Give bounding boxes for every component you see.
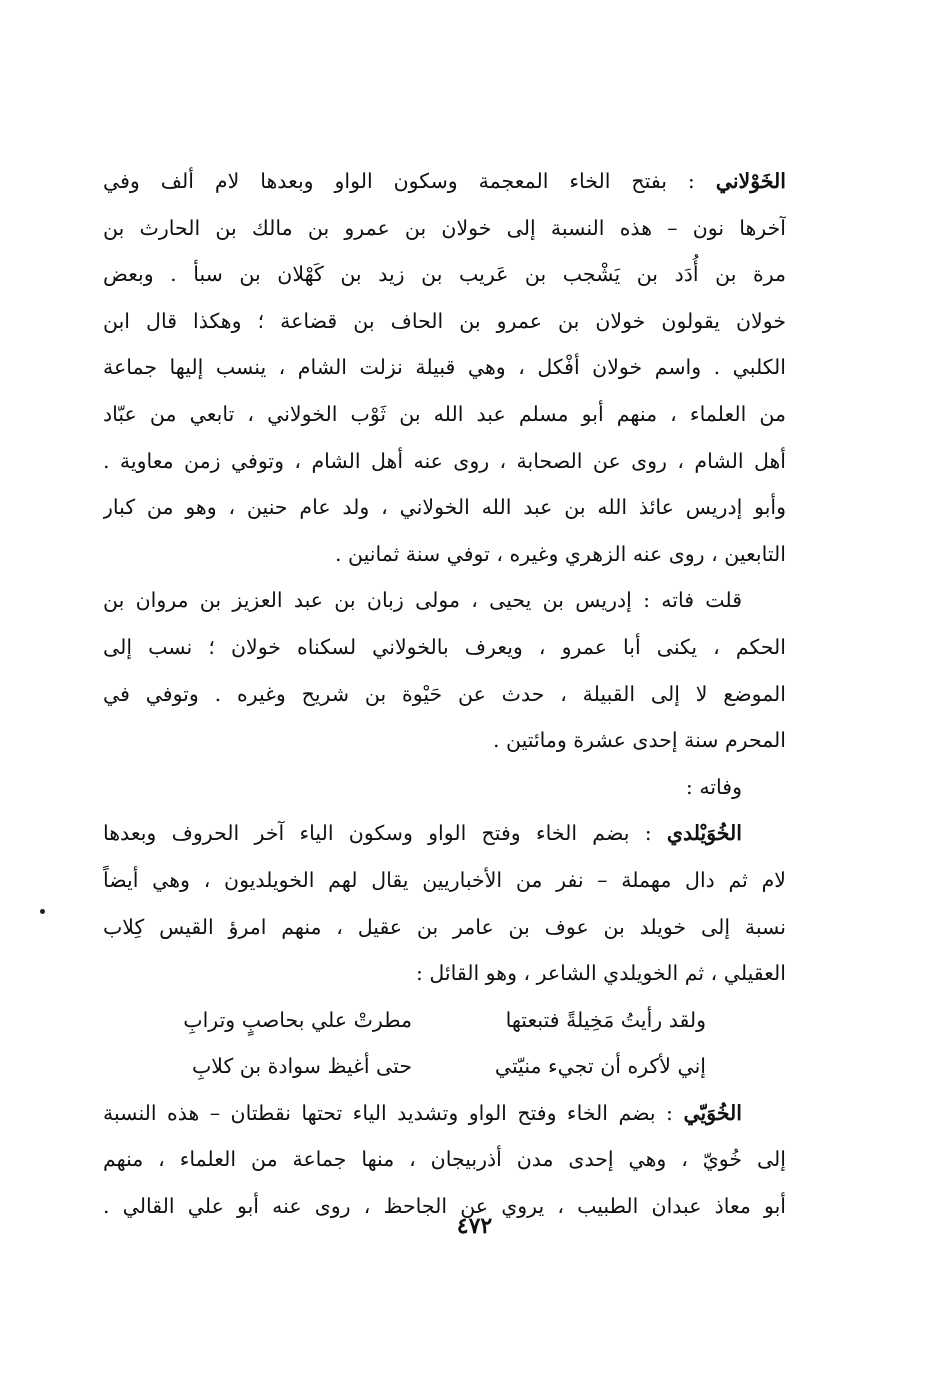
entry-line: أهل الشام ، روى عن الصحابة ، روى عنه أهل الشام ، وتوفي زمن معاوية . [103, 448, 786, 473]
note-line: الموضع لا إلى القبيلة ، حدث عن حَيْوة بن شريح وغيره . وتوفي في [103, 681, 786, 706]
entry-line: أبو معاذ عبدان الطبيب ، يروي عن الجاحظ ، روى عنه أبو علي القالي . [103, 1194, 786, 1219]
note-line: وفاته : [685, 774, 742, 799]
entry-line: وأبو إدريس عائذ الله بن عبد الله الخولاني ، ولد عام حنين ، وهو من كبار [103, 495, 786, 520]
entry-line: لام ثم دال مهملة – نفر من الأخباريين يقال لهم الخويلديون ، وهي أيضاً [103, 867, 786, 892]
verse-second-hemistich: حتى أغيظ سوادة بن كلابِ [191, 1054, 412, 1079]
poem-verse [103, 1043, 786, 1090]
note-line: الحكم ، يكنى أبا عمرو ، ويعرف بالخولاني لسكناه خولان ؛ نسب إلى [103, 634, 786, 659]
page-body [103, 158, 786, 1230]
note-line: قلت فاته : إدريس بن يحيى ، مولى زبان بن عبد العزيز بن مروان بن [103, 588, 742, 613]
entry-line [103, 1090, 786, 1137]
entry-line: الكلبي . واسم خولان أفْكل ، وهي قبيلة نزلت الشام ، ينسب إليها جماعة [103, 355, 786, 380]
entry-text: : بضم الخاء وفتح الواو وسكون الياء آخر الحروف وبعدها [103, 821, 667, 846]
entry-text: : بفتح الخاء المعجمة وسكون الواو وبعدها لام ألف وفي [103, 169, 716, 193]
entry-line: نسبة إلى خويلد بن عوف بن عامر بن عقيل ، منهم امرؤ القيس كِلاب [103, 914, 786, 939]
verse-first-hemistich: إني لأكره أن تجيء منيّتي [494, 1054, 706, 1079]
verse-second-hemistich: مطرتْ علي بحاصبٍ وترابِ [183, 1007, 412, 1032]
scan-speck [40, 909, 45, 914]
entry-line [103, 158, 786, 205]
entry-headword: الخَوْلاني [715, 169, 786, 193]
entry-line: من العلماء ، منهم أبو مسلم عبد الله بن ثَوْب الخولاني ، تابعي من عبّاد [103, 401, 786, 426]
page-number: ٤٧٢ [456, 1213, 493, 1239]
entry-line: مرة بن أُدَد بن يَشْجب بن عَريب بن زيد بن كَهْلان بن سبأ . وبعض [103, 262, 786, 287]
entry-line: العقيلي ، ثم الخويلدي الشاعر ، وهو القائل : [415, 961, 786, 986]
note-line: المحرم سنة إحدى عشرة ومائتين . [492, 728, 786, 753]
entry-headword: الخُوَيْلدي [666, 821, 742, 846]
poem-verse [103, 997, 786, 1044]
entry-line: التابعين ، روى عنه الزهري وغيره ، توفي سنة ثمانين . [334, 541, 786, 566]
entry-headword: الخُوَيّي [683, 1100, 742, 1125]
entry-line [103, 810, 786, 857]
entry-text: : بضم الخاء وفتح الواو وتشديد الياء تحتها نقطتان – هذه النسبة [103, 1100, 684, 1125]
entry-line: آخرها نون – هذه النسبة إلى خولان بن عمرو بن مالك بن الحارث بن [103, 215, 786, 240]
verse-first-hemistich: ولقد رأيتُ مَخِيلةً فتبعتها [505, 1007, 706, 1032]
entry-line: إلى خُويّ ، وهي إحدى مدن أذربيجان ، منها جماعة من العلماء ، منهم [103, 1147, 786, 1172]
entry-line: خولان يقولون خولان بن عمرو بن الحاف بن قضاعة ؛ وهكذا قال ابن [103, 308, 786, 333]
